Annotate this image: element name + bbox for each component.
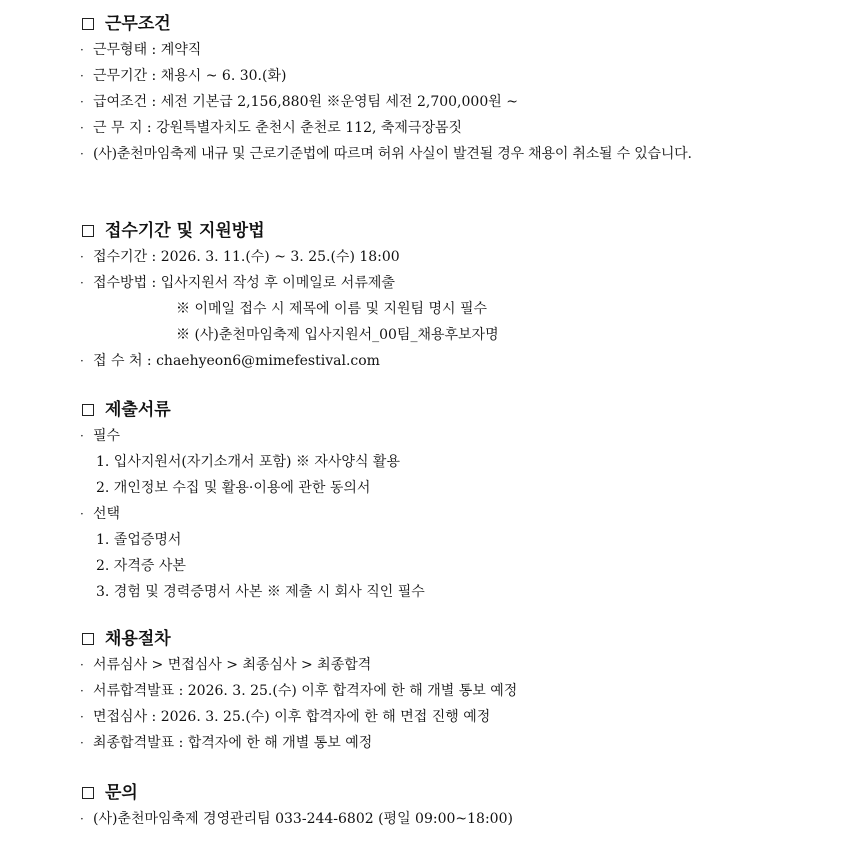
bullet-dot: ·: [80, 276, 84, 290]
employment-period: 근무기간 : 채용시 ~ 6. 30.(화): [93, 68, 287, 84]
bullet-dot: ·: [80, 95, 84, 109]
list-item: [0, 89, 860, 115]
bullet-dot: ·: [80, 736, 84, 750]
list-item: [0, 63, 860, 89]
list-item: [0, 678, 860, 704]
bullet-dot: ·: [80, 507, 84, 521]
optional-document: 3. 경험 및 경력증명서 사본 ※ 제출 시 회사 직인 필수: [96, 584, 425, 600]
list-item: [0, 730, 860, 756]
list-item: [0, 475, 860, 501]
section-heading: [0, 780, 860, 806]
section-application: [0, 218, 860, 374]
list-item: [0, 115, 860, 141]
bullet-dot: ·: [80, 658, 84, 672]
salary-conditions: 급여조건 : 세전 기본급 2,156,880원 ※운영팀 세전 2,700,000원 ~: [93, 94, 518, 110]
list-item: [0, 806, 860, 832]
list-item: [0, 322, 860, 348]
checkbox-square-icon: [82, 633, 94, 645]
list-item: [0, 704, 860, 730]
optional-document: 2. 자격증 사본: [96, 558, 186, 574]
optional-document: 1. 졸업증명서: [96, 532, 182, 548]
bullet-dot: ·: [80, 147, 84, 161]
method-note: ※ (사)춘천마임축제 입사지원서_00팀_채용후보자명: [176, 327, 499, 343]
work-location: 근 무 지 : 강원특별자치도 춘천시 춘천로 112, 축제극장몸짓: [93, 120, 463, 136]
bullet-dot: ·: [80, 812, 84, 826]
list-item: [0, 270, 860, 296]
section-heading: [0, 11, 860, 37]
checkbox-square-icon: [82, 225, 94, 237]
list-item: [0, 579, 860, 605]
section-title: 근무조건: [105, 14, 171, 34]
process-steps: 서류심사 > 면접심사 > 최종심사 > 최종합격: [93, 657, 372, 673]
bullet-dot: ·: [80, 684, 84, 698]
bullet-dot: ·: [80, 43, 84, 57]
list-item: [0, 423, 860, 449]
section-title: 제출서류: [105, 400, 171, 420]
section-title: 접수기간 및 지원방법: [105, 221, 265, 241]
optional-label: 선택: [93, 506, 121, 522]
section-documents: [0, 397, 860, 605]
section-heading: [0, 218, 860, 244]
bullet-dot: ·: [80, 429, 84, 443]
section-heading: [0, 626, 860, 652]
list-item: [0, 141, 860, 167]
section-title: 채용절차: [105, 629, 171, 649]
application-address: 접 수 처 : chaehyeon6@mimefestival.com: [93, 353, 380, 369]
required-document: 2. 개인정보 수집 및 활용·이용에 관한 동의서: [96, 480, 371, 496]
required-label: 필수: [93, 428, 121, 444]
policy-notice: (사)춘천마임축제 내규 및 근로기준법에 따르며 허위 사실이 발견될 경우 채용이 취소될 수 있습니다.: [93, 146, 692, 162]
list-item: [0, 527, 860, 553]
bullet-dot: ·: [80, 710, 84, 724]
bullet-dot: ·: [80, 121, 84, 135]
section-title: 문의: [105, 783, 138, 803]
list-item: [0, 244, 860, 270]
method-note: ※ 이메일 접수 시 제목에 이름 및 지원팀 명시 필수: [176, 301, 488, 317]
section-contact: [0, 780, 860, 832]
bullet-dot: ·: [80, 69, 84, 83]
checkbox-square-icon: [82, 787, 94, 799]
application-period: 접수기간 : 2026. 3. 11.(수) ~ 3. 25.(수) 18:00: [93, 249, 400, 265]
list-item: [0, 449, 860, 475]
section-hiring-process: [0, 626, 860, 756]
list-item: [0, 348, 860, 374]
required-document: 1. 입사지원서(자기소개서 포함) ※ 자사양식 활용: [96, 454, 400, 470]
interview-notice: 면접심사 : 2026. 3. 25.(수) 이후 합격자에 한 해 면접 진행 예정: [93, 709, 491, 725]
document-result-notice: 서류합격발표 : 2026. 3. 25.(수) 이후 합격자에 한 해 개별 통보 예정: [93, 683, 518, 699]
section-work-conditions: [0, 11, 860, 167]
application-method: 접수방법 : 입사지원서 작성 후 이메일로 서류제출: [93, 275, 395, 291]
list-item: [0, 652, 860, 678]
contact-info: (사)춘천마임축제 경영관리팀 033-244-6802 (평일 09:00~18:00): [93, 811, 513, 827]
bullet-dot: ·: [80, 250, 84, 264]
list-item: [0, 553, 860, 579]
checkbox-square-icon: [82, 404, 94, 416]
list-item: [0, 296, 860, 322]
employment-type: 근무형태 : 계약직: [93, 42, 202, 58]
list-item: [0, 501, 860, 527]
list-item: [0, 37, 860, 63]
final-result-notice: 최종합격발표 : 합격자에 한 해 개별 통보 예정: [93, 735, 373, 751]
checkbox-square-icon: [82, 18, 94, 30]
bullet-dot: ·: [80, 354, 84, 368]
section-heading: [0, 397, 860, 423]
